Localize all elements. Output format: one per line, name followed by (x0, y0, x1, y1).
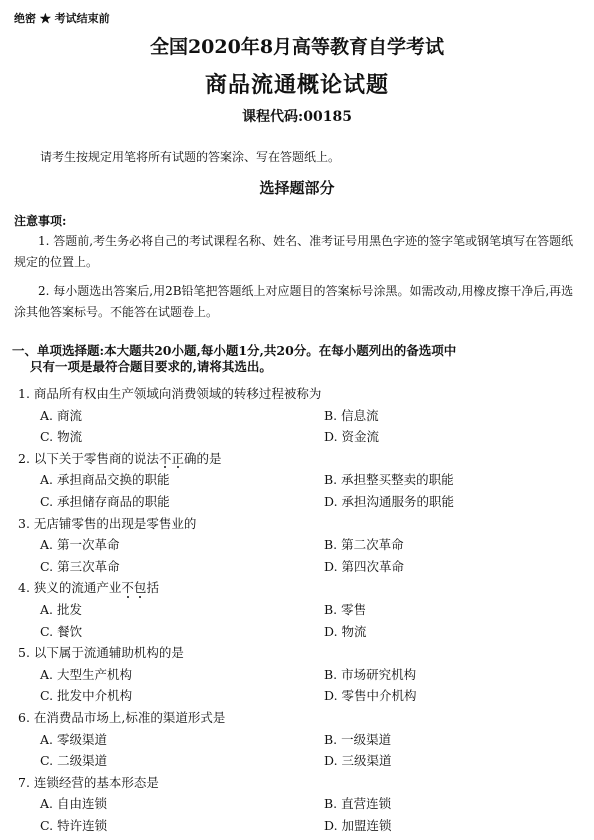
option-b: B. 承担整买整卖的职能 (324, 472, 454, 488)
part-one-heading-line1: 一、单项选择题:本大题共20小题,每小题1分,共20分。在每小题列出的备选项中 (12, 343, 457, 358)
option-row (18, 621, 578, 643)
option-row (18, 426, 578, 448)
section-title: 选择题部分 (259, 179, 335, 197)
option-row (18, 664, 578, 686)
question-item (18, 383, 578, 448)
question-item (18, 513, 578, 578)
option-d: D. 承担沟通服务的职能 (324, 493, 455, 509)
option-row (18, 469, 578, 491)
option-row (18, 534, 578, 556)
question-stem: 3. 无店铺零售的出现是零售业的 (18, 515, 197, 531)
option-c: C. 批发中介机构 (40, 688, 133, 704)
secret-label: 绝密 ★ 考试结束前 (14, 12, 110, 25)
option-row (18, 599, 578, 621)
option-a: A. 承担商品交换的职能 (40, 472, 170, 488)
question-stem: 1. 商品所有权由生产领域向消费领域的转移过程被称为 (18, 386, 322, 401)
option-row (18, 750, 578, 772)
option-c: C. 承担储存商品的职能 (40, 493, 170, 509)
question-item (18, 772, 578, 837)
option-c: C. 第三次革命 (40, 558, 120, 574)
question-stem: 5. 以下属于流通辅助机构的是 (18, 645, 184, 661)
option-b: B. 一级渠道 (324, 731, 392, 747)
option-b: B. 市场研究机构 (324, 666, 417, 682)
emphasis-char: 不 (121, 577, 134, 599)
emphasis-char: 不 (159, 448, 172, 470)
stem-text: 2. 以下关于零售商的说法 (18, 450, 159, 466)
question-item (18, 707, 578, 772)
option-c: C. 物流 (40, 429, 83, 445)
option-b: B. 零售 (324, 601, 367, 617)
stem-text: 括 (146, 580, 159, 596)
question-stem (18, 448, 578, 470)
answer-instruction: 请考生按规定用笔将所有试题的答案涂、写在答题纸上。 (40, 150, 341, 164)
question-item (18, 448, 578, 513)
course-code: 课程代码:00185 (242, 109, 352, 125)
option-d: D. 物流 (324, 623, 367, 639)
stem-text: 4. 狭义的流通产业 (18, 580, 122, 596)
notes-title: 注意事项: (14, 214, 67, 228)
option-row (18, 729, 578, 751)
note-item: 2. 每小题选出答案后,用2B铅笔把答题纸上对应题目的答案标号涂黑。如需改动,用橡皮擦干净后,再选涂其他答案标号。不能答在试题卷上。 (14, 284, 574, 319)
option-a: A. 大型生产机构 (40, 666, 132, 682)
option-b: B. 信息流 (324, 407, 379, 423)
option-row (18, 491, 578, 513)
option-a: A. 自由连锁 (40, 796, 107, 812)
option-b: B. 第二次革命 (324, 537, 404, 553)
option-row (18, 815, 578, 837)
exam-title: 全国2020年8月高等教育自学考试 (149, 36, 445, 58)
option-a: A. 批发 (40, 601, 82, 617)
option-a: A. 零级渠道 (40, 731, 107, 747)
option-d: D. 资金流 (324, 429, 380, 445)
question-item (18, 577, 578, 642)
question-item (18, 642, 578, 707)
option-d: D. 零售中介机构 (324, 688, 417, 704)
part-one-heading (12, 343, 582, 375)
option-c: C. 二级渠道 (40, 753, 108, 769)
stem-text: 确的是 (183, 450, 222, 466)
question-stem (18, 577, 578, 599)
option-d: D. 第四次革命 (324, 558, 405, 574)
option-b: B. 直营连锁 (324, 796, 392, 812)
option-a: A. 第一次革命 (40, 537, 120, 553)
question-list (18, 383, 578, 836)
option-d: D. 三级渠道 (324, 753, 392, 769)
emphasis-char: 包 (134, 577, 147, 599)
question-stem: 6. 在消费品市场上,标准的渠道形式是 (18, 709, 226, 725)
option-row (18, 556, 578, 578)
option-c: C. 餐饮 (40, 623, 83, 639)
subject-title: 商品流通概论试题 (204, 72, 389, 98)
part-one-heading-line2: 只有一项是最符合题目要求的,请将其选出。 (30, 359, 272, 374)
question-stem: 7. 连锁经营的基本形态是 (18, 774, 159, 790)
option-row (18, 685, 578, 707)
emphasis-char: 正 (171, 448, 184, 470)
option-row (18, 405, 578, 427)
note-item: 1. 答题前,考生务必将自己的考试课程名称、姓名、准考证号用黑色字迹的签字笔或钢笔填写在答题纸规定的位置上。 (14, 234, 574, 269)
option-row (18, 793, 578, 815)
option-c: C. 特许连锁 (40, 817, 108, 833)
option-a: A. 商流 (40, 407, 82, 423)
option-d: D. 加盟连锁 (324, 817, 392, 833)
